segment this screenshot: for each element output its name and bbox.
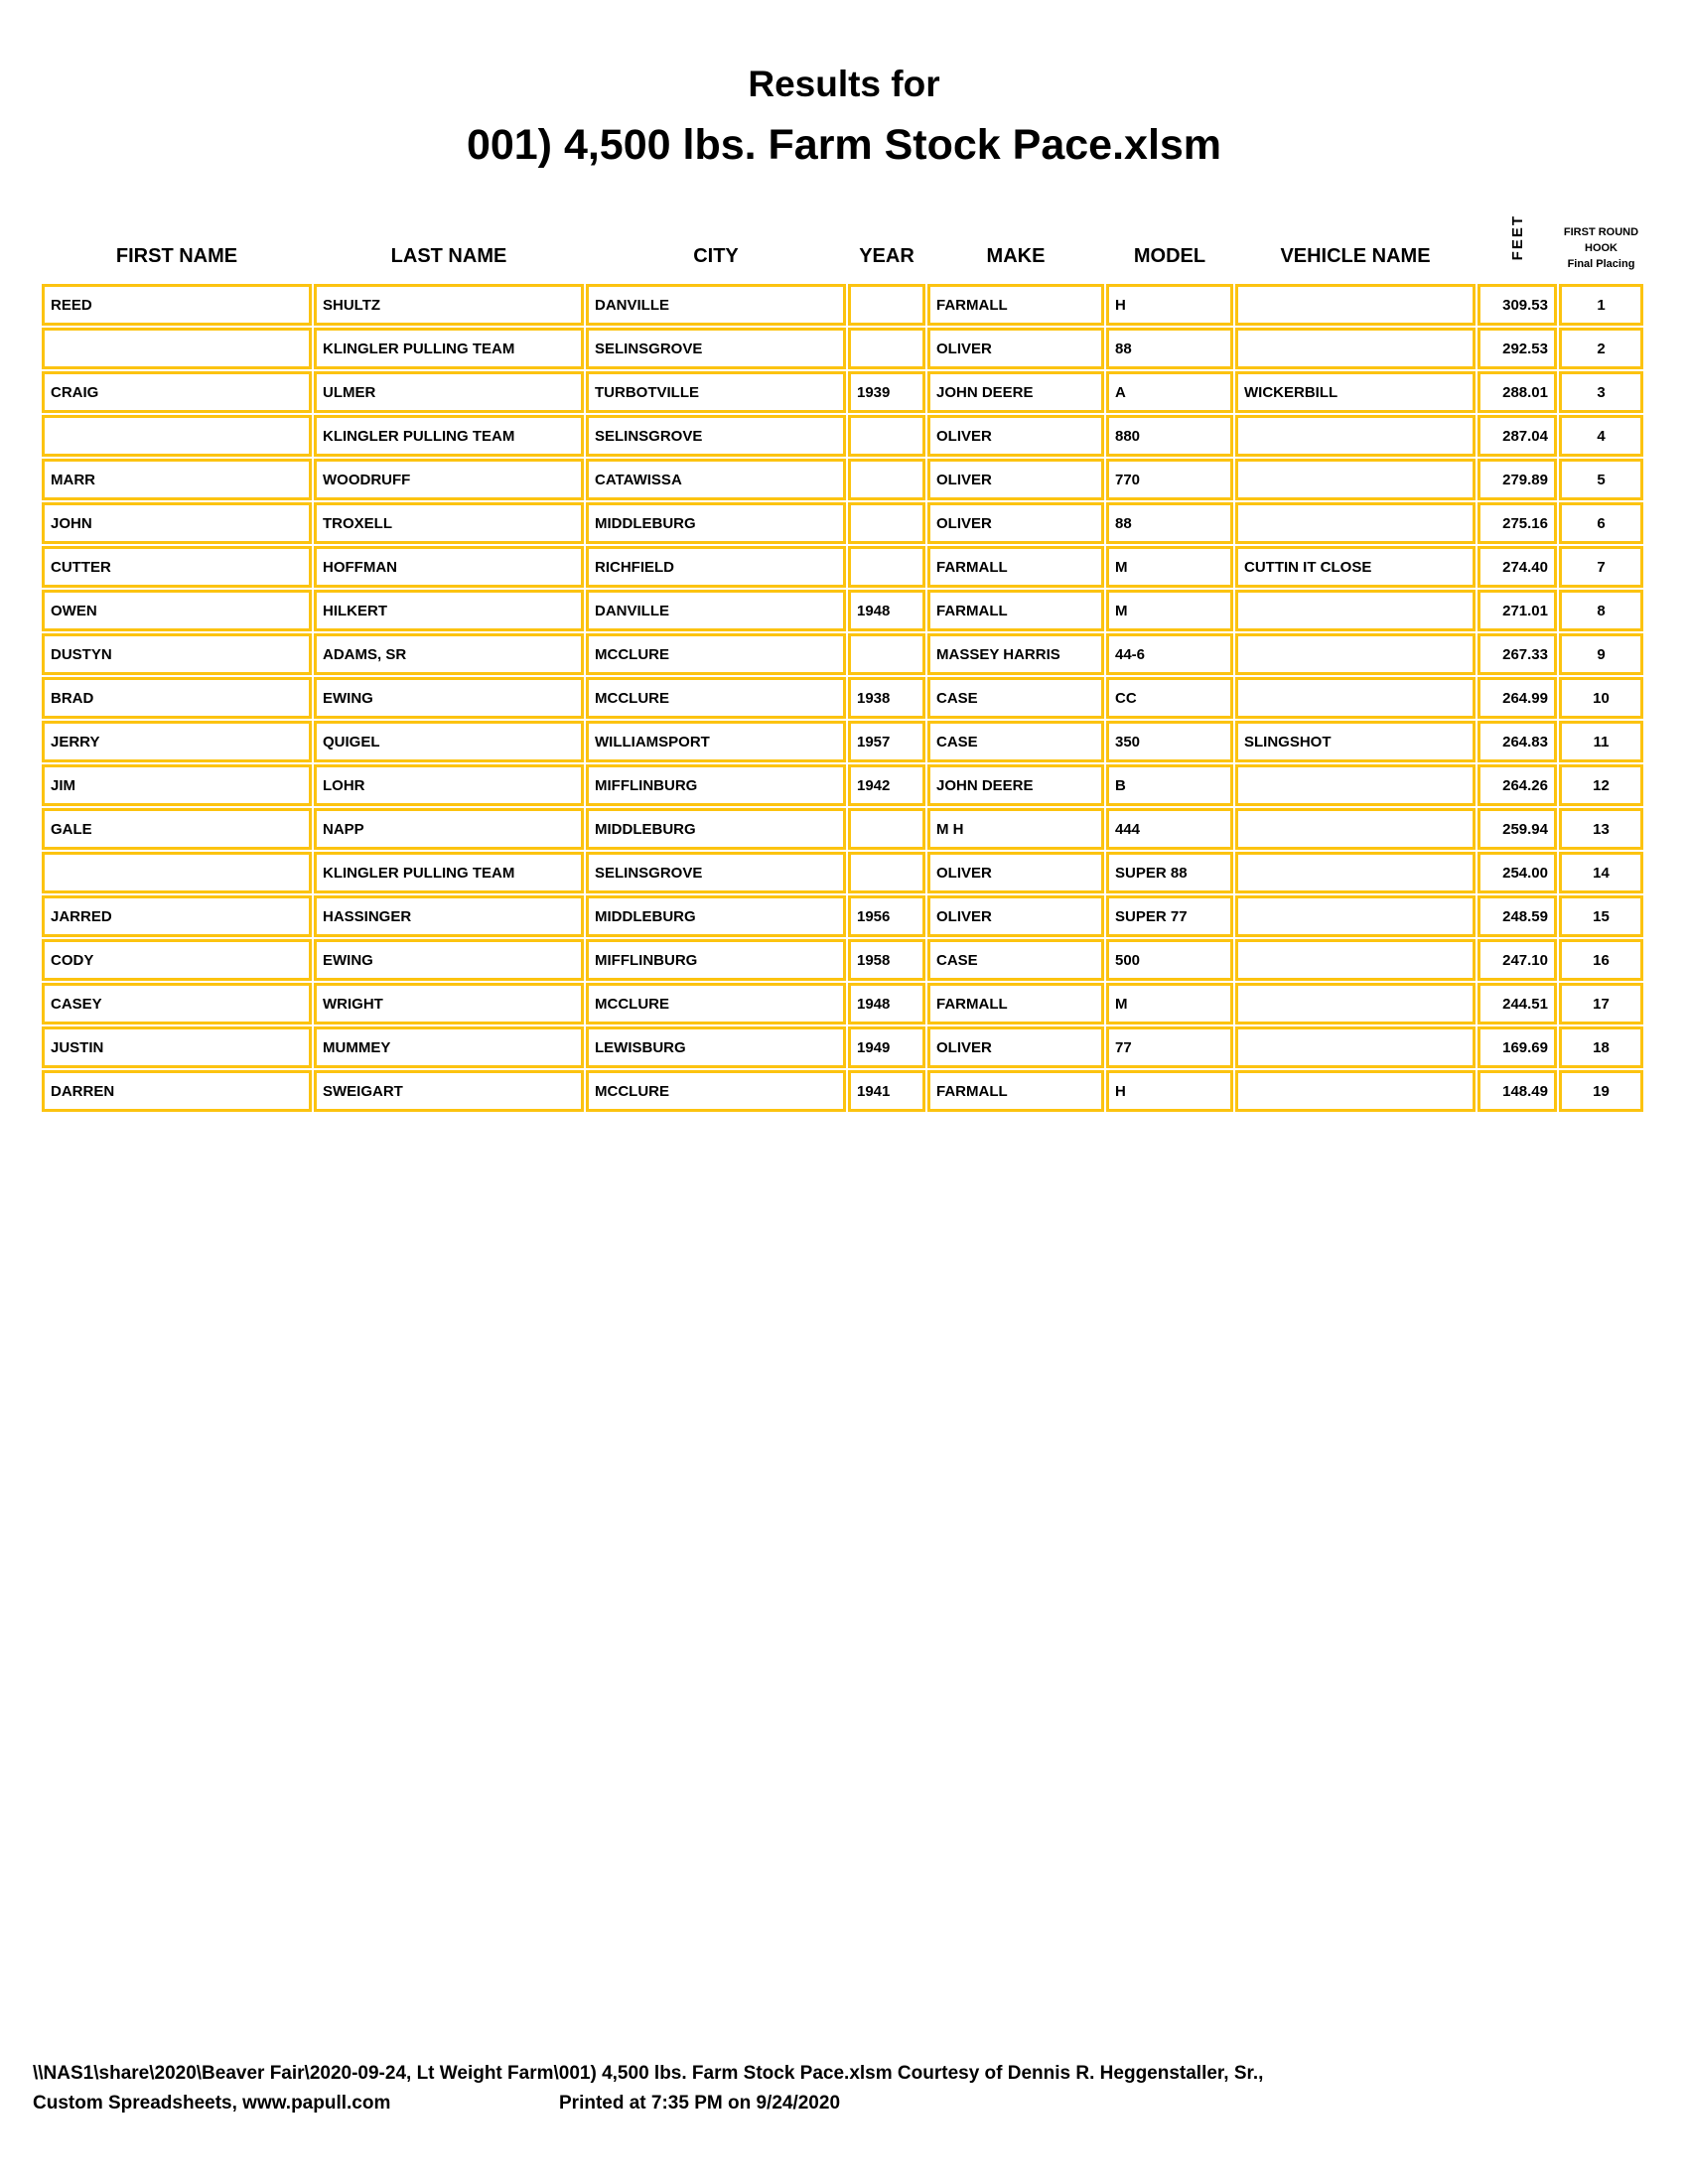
cell-first-name: CUTTER bbox=[42, 546, 312, 588]
col-header-city: CITY bbox=[693, 245, 739, 267]
table-row bbox=[42, 721, 1643, 762]
table-row bbox=[42, 895, 1643, 937]
cell-city: MCCLURE bbox=[586, 633, 846, 675]
cell-placing: 19 bbox=[1559, 1070, 1643, 1112]
cell-model: 88 bbox=[1106, 328, 1233, 369]
cell-year bbox=[848, 852, 925, 893]
table-row bbox=[42, 983, 1643, 1024]
table-row bbox=[42, 1026, 1643, 1068]
cell-model: M bbox=[1106, 546, 1233, 588]
cell-last-name: MUMMEY bbox=[314, 1026, 584, 1068]
cell-placing: 4 bbox=[1559, 415, 1643, 457]
cell-last-name: ULMER bbox=[314, 371, 584, 413]
cell-last-name: NAPP bbox=[314, 808, 584, 850]
cell-make: OLIVER bbox=[927, 459, 1104, 500]
cell-last-name: KLINGLER PULLING TEAM bbox=[314, 415, 584, 457]
cell-vehicle-name bbox=[1235, 459, 1476, 500]
footer-file-path: \\NAS1\share\2020\Beaver Fair\2020-09-24, Lt Weight Farm\001) 4,500 lbs. Farm Stock Pace.xlsm Courtesy of Dennis R. Heggenstaller, Sr., bbox=[33, 2063, 1264, 2084]
cell-vehicle-name bbox=[1235, 677, 1476, 719]
cell-feet: 264.99 bbox=[1477, 677, 1557, 719]
cell-year: 1948 bbox=[848, 983, 925, 1024]
cell-year: 1941 bbox=[848, 1070, 925, 1112]
cell-last-name: LOHR bbox=[314, 764, 584, 806]
cell-make: JOHN DEERE bbox=[927, 764, 1104, 806]
cell-first-name: CRAIG bbox=[42, 371, 312, 413]
cell-first-name: CODY bbox=[42, 939, 312, 981]
col-header-year: YEAR bbox=[859, 245, 914, 267]
table-row bbox=[42, 459, 1643, 500]
cell-make: OLIVER bbox=[927, 895, 1104, 937]
cell-year bbox=[848, 415, 925, 457]
cell-feet: 292.53 bbox=[1477, 328, 1557, 369]
cell-vehicle-name bbox=[1235, 284, 1476, 326]
cell-make: JOHN DEERE bbox=[927, 371, 1104, 413]
cell-vehicle-name bbox=[1235, 502, 1476, 544]
cell-model: B bbox=[1106, 764, 1233, 806]
cell-city: SELINSGROVE bbox=[586, 328, 846, 369]
cell-make: CASE bbox=[927, 677, 1104, 719]
cell-vehicle-name bbox=[1235, 1026, 1476, 1068]
table-row bbox=[42, 852, 1643, 893]
cell-last-name: QUIGEL bbox=[314, 721, 584, 762]
hook-header-line2: HOOK bbox=[1585, 242, 1618, 255]
cell-make: M H bbox=[927, 808, 1104, 850]
cell-make: FARMALL bbox=[927, 590, 1104, 631]
cell-placing: 5 bbox=[1559, 459, 1643, 500]
cell-first-name: JIM bbox=[42, 764, 312, 806]
cell-first-name: JERRY bbox=[42, 721, 312, 762]
cell-make: OLIVER bbox=[927, 1026, 1104, 1068]
cell-vehicle-name: SLINGSHOT bbox=[1235, 721, 1476, 762]
cell-vehicle-name bbox=[1235, 808, 1476, 850]
results-table-body bbox=[42, 284, 1643, 1112]
cell-placing: 6 bbox=[1559, 502, 1643, 544]
cell-year: 1938 bbox=[848, 677, 925, 719]
cell-last-name: HILKERT bbox=[314, 590, 584, 631]
cell-model: SUPER 77 bbox=[1106, 895, 1233, 937]
cell-make: FARMALL bbox=[927, 1070, 1104, 1112]
cell-make: FARMALL bbox=[927, 284, 1104, 326]
cell-placing: 1 bbox=[1559, 284, 1643, 326]
cell-last-name: SHULTZ bbox=[314, 284, 584, 326]
cell-last-name: KLINGLER PULLING TEAM bbox=[314, 328, 584, 369]
col-header-first-round-hook bbox=[1559, 199, 1643, 282]
cell-first-name: GALE bbox=[42, 808, 312, 850]
cell-year bbox=[848, 502, 925, 544]
cell-placing: 13 bbox=[1559, 808, 1643, 850]
cell-model: 444 bbox=[1106, 808, 1233, 850]
cell-year bbox=[848, 633, 925, 675]
cell-model: SUPER 88 bbox=[1106, 852, 1233, 893]
cell-model: H bbox=[1106, 1070, 1233, 1112]
cell-make: OLIVER bbox=[927, 852, 1104, 893]
table-row bbox=[42, 677, 1643, 719]
col-header-last-name: LAST NAME bbox=[390, 245, 507, 267]
cell-vehicle-name bbox=[1235, 852, 1476, 893]
cell-last-name: SWEIGART bbox=[314, 1070, 584, 1112]
cell-make: OLIVER bbox=[927, 415, 1104, 457]
cell-first-name: REED bbox=[42, 284, 312, 326]
cell-make: MASSEY HARRIS bbox=[927, 633, 1104, 675]
cell-feet: 288.01 bbox=[1477, 371, 1557, 413]
cell-vehicle-name bbox=[1235, 939, 1476, 981]
cell-vehicle-name bbox=[1235, 1070, 1476, 1112]
cell-year bbox=[848, 546, 925, 588]
cell-model: 88 bbox=[1106, 502, 1233, 544]
table-row bbox=[42, 415, 1643, 457]
cell-placing: 15 bbox=[1559, 895, 1643, 937]
cell-last-name: WRIGHT bbox=[314, 983, 584, 1024]
cell-last-name: WOODRUFF bbox=[314, 459, 584, 500]
cell-make: OLIVER bbox=[927, 502, 1104, 544]
cell-vehicle-name bbox=[1235, 415, 1476, 457]
cell-model: M bbox=[1106, 590, 1233, 631]
cell-first-name: CASEY bbox=[42, 983, 312, 1024]
cell-feet: 274.40 bbox=[1477, 546, 1557, 588]
cell-vehicle-name: WICKERBILL bbox=[1235, 371, 1476, 413]
footer-printed-stamp: Printed at 7:35 PM on 9/24/2020 bbox=[559, 2093, 841, 2114]
cell-feet: 267.33 bbox=[1477, 633, 1557, 675]
cell-placing: 18 bbox=[1559, 1026, 1643, 1068]
cell-year: 1948 bbox=[848, 590, 925, 631]
cell-city: LEWISBURG bbox=[586, 1026, 846, 1068]
cell-vehicle-name bbox=[1235, 328, 1476, 369]
page-title: Results for bbox=[748, 64, 940, 104]
cell-make: FARMALL bbox=[927, 546, 1104, 588]
cell-first-name bbox=[42, 852, 312, 893]
cell-vehicle-name bbox=[1235, 590, 1476, 631]
cell-year bbox=[848, 459, 925, 500]
cell-model: CC bbox=[1106, 677, 1233, 719]
results-table bbox=[40, 197, 1645, 1114]
cell-city: RICHFIELD bbox=[586, 546, 846, 588]
cell-placing: 17 bbox=[1559, 983, 1643, 1024]
cell-first-name: JARRED bbox=[42, 895, 312, 937]
cell-first-name: DUSTYN bbox=[42, 633, 312, 675]
cell-feet: 264.83 bbox=[1477, 721, 1557, 762]
cell-model: 500 bbox=[1106, 939, 1233, 981]
cell-last-name: ADAMS, SR bbox=[314, 633, 584, 675]
cell-feet: 264.26 bbox=[1477, 764, 1557, 806]
cell-model: 770 bbox=[1106, 459, 1233, 500]
cell-city: SELINSGROVE bbox=[586, 852, 846, 893]
cell-make: FARMALL bbox=[927, 983, 1104, 1024]
table-row bbox=[42, 502, 1643, 544]
cell-year bbox=[848, 808, 925, 850]
cell-city: MCCLURE bbox=[586, 983, 846, 1024]
cell-city: MIFFLINBURG bbox=[586, 939, 846, 981]
cell-feet: 247.10 bbox=[1477, 939, 1557, 981]
cell-placing: 12 bbox=[1559, 764, 1643, 806]
cell-make: CASE bbox=[927, 939, 1104, 981]
cell-feet: 254.00 bbox=[1477, 852, 1557, 893]
cell-model: 77 bbox=[1106, 1026, 1233, 1068]
cell-first-name bbox=[42, 328, 312, 369]
cell-year bbox=[848, 328, 925, 369]
cell-first-name: MARR bbox=[42, 459, 312, 500]
cell-year: 1939 bbox=[848, 371, 925, 413]
cell-model: H bbox=[1106, 284, 1233, 326]
cell-placing: 14 bbox=[1559, 852, 1643, 893]
cell-placing: 8 bbox=[1559, 590, 1643, 631]
cell-feet: 279.89 bbox=[1477, 459, 1557, 500]
cell-year: 1949 bbox=[848, 1026, 925, 1068]
cell-city: MIFFLINBURG bbox=[586, 764, 846, 806]
cell-vehicle-name bbox=[1235, 764, 1476, 806]
cell-city: MCCLURE bbox=[586, 1070, 846, 1112]
cell-placing: 7 bbox=[1559, 546, 1643, 588]
cell-placing: 2 bbox=[1559, 328, 1643, 369]
cell-feet: 259.94 bbox=[1477, 808, 1557, 850]
cell-first-name: JUSTIN bbox=[42, 1026, 312, 1068]
cell-city: MIDDLEBURG bbox=[586, 502, 846, 544]
cell-vehicle-name bbox=[1235, 983, 1476, 1024]
cell-feet: 248.59 bbox=[1477, 895, 1557, 937]
cell-city: MIDDLEBURG bbox=[586, 808, 846, 850]
cell-feet: 275.16 bbox=[1477, 502, 1557, 544]
col-header-model: MODEL bbox=[1133, 245, 1206, 267]
cell-year: 1958 bbox=[848, 939, 925, 981]
col-header-vehicle-name: VEHICLE NAME bbox=[1280, 245, 1431, 267]
cell-make: CASE bbox=[927, 721, 1104, 762]
hook-header-line1: FIRST ROUND bbox=[1563, 225, 1639, 238]
cell-vehicle-name: CUTTIN IT CLOSE bbox=[1235, 546, 1476, 588]
cell-first-name: OWEN bbox=[42, 590, 312, 631]
cell-city: CATAWISSA bbox=[586, 459, 846, 500]
cell-city: WILLIAMSPORT bbox=[586, 721, 846, 762]
cell-city: DANVILLE bbox=[586, 590, 846, 631]
cell-model: 44-6 bbox=[1106, 633, 1233, 675]
cell-first-name bbox=[42, 415, 312, 457]
cell-first-name: BRAD bbox=[42, 677, 312, 719]
table-row bbox=[42, 633, 1643, 675]
cell-model: 350 bbox=[1106, 721, 1233, 762]
cell-feet: 148.49 bbox=[1477, 1070, 1557, 1112]
table-row bbox=[42, 284, 1643, 326]
cell-placing: 11 bbox=[1559, 721, 1643, 762]
hook-header-line3: Final Placing bbox=[1567, 257, 1635, 270]
cell-last-name: EWING bbox=[314, 939, 584, 981]
cell-city: TURBOTVILLE bbox=[586, 371, 846, 413]
cell-first-name: DARREN bbox=[42, 1070, 312, 1112]
cell-feet: 169.69 bbox=[1477, 1026, 1557, 1068]
table-row bbox=[42, 764, 1643, 806]
cell-model: 880 bbox=[1106, 415, 1233, 457]
cell-first-name: JOHN bbox=[42, 502, 312, 544]
cell-feet: 287.04 bbox=[1477, 415, 1557, 457]
table-row bbox=[42, 328, 1643, 369]
cell-placing: 10 bbox=[1559, 677, 1643, 719]
col-header-first-name: FIRST NAME bbox=[115, 245, 238, 267]
cell-year: 1942 bbox=[848, 764, 925, 806]
cell-vehicle-name bbox=[1235, 895, 1476, 937]
table-row bbox=[42, 939, 1643, 981]
cell-last-name: HOFFMAN bbox=[314, 546, 584, 588]
table-row bbox=[42, 371, 1643, 413]
cell-year bbox=[848, 284, 925, 326]
cell-last-name: HASSINGER bbox=[314, 895, 584, 937]
cell-year: 1957 bbox=[848, 721, 925, 762]
col-header-make: MAKE bbox=[986, 245, 1046, 267]
table-row bbox=[42, 590, 1643, 631]
page-subtitle: 001) 4,500 lbs. Farm Stock Pace.xlsm bbox=[466, 121, 1222, 169]
cell-city: MIDDLEBURG bbox=[586, 895, 846, 937]
cell-last-name: TROXELL bbox=[314, 502, 584, 544]
cell-city: DANVILLE bbox=[586, 284, 846, 326]
cell-feet: 244.51 bbox=[1477, 983, 1557, 1024]
cell-placing: 3 bbox=[1559, 371, 1643, 413]
cell-city: MCCLURE bbox=[586, 677, 846, 719]
cell-year: 1956 bbox=[848, 895, 925, 937]
cell-feet: 271.01 bbox=[1477, 590, 1557, 631]
cell-city: SELINSGROVE bbox=[586, 415, 846, 457]
feet-header-label: FEET bbox=[1508, 213, 1526, 260]
cell-model: A bbox=[1106, 371, 1233, 413]
cell-feet: 309.53 bbox=[1477, 284, 1557, 326]
header-row bbox=[42, 199, 1643, 282]
cell-model: M bbox=[1106, 983, 1233, 1024]
cell-last-name: KLINGLER PULLING TEAM bbox=[314, 852, 584, 893]
footer-credit: Custom Spreadsheets, www.papull.com bbox=[33, 2093, 391, 2114]
table-row bbox=[42, 1070, 1643, 1112]
cell-make: OLIVER bbox=[927, 328, 1104, 369]
table-row bbox=[42, 808, 1643, 850]
table-row bbox=[42, 546, 1643, 588]
col-header-feet bbox=[1477, 199, 1557, 282]
cell-last-name: EWING bbox=[314, 677, 584, 719]
cell-placing: 16 bbox=[1559, 939, 1643, 981]
cell-vehicle-name bbox=[1235, 633, 1476, 675]
cell-placing: 9 bbox=[1559, 633, 1643, 675]
